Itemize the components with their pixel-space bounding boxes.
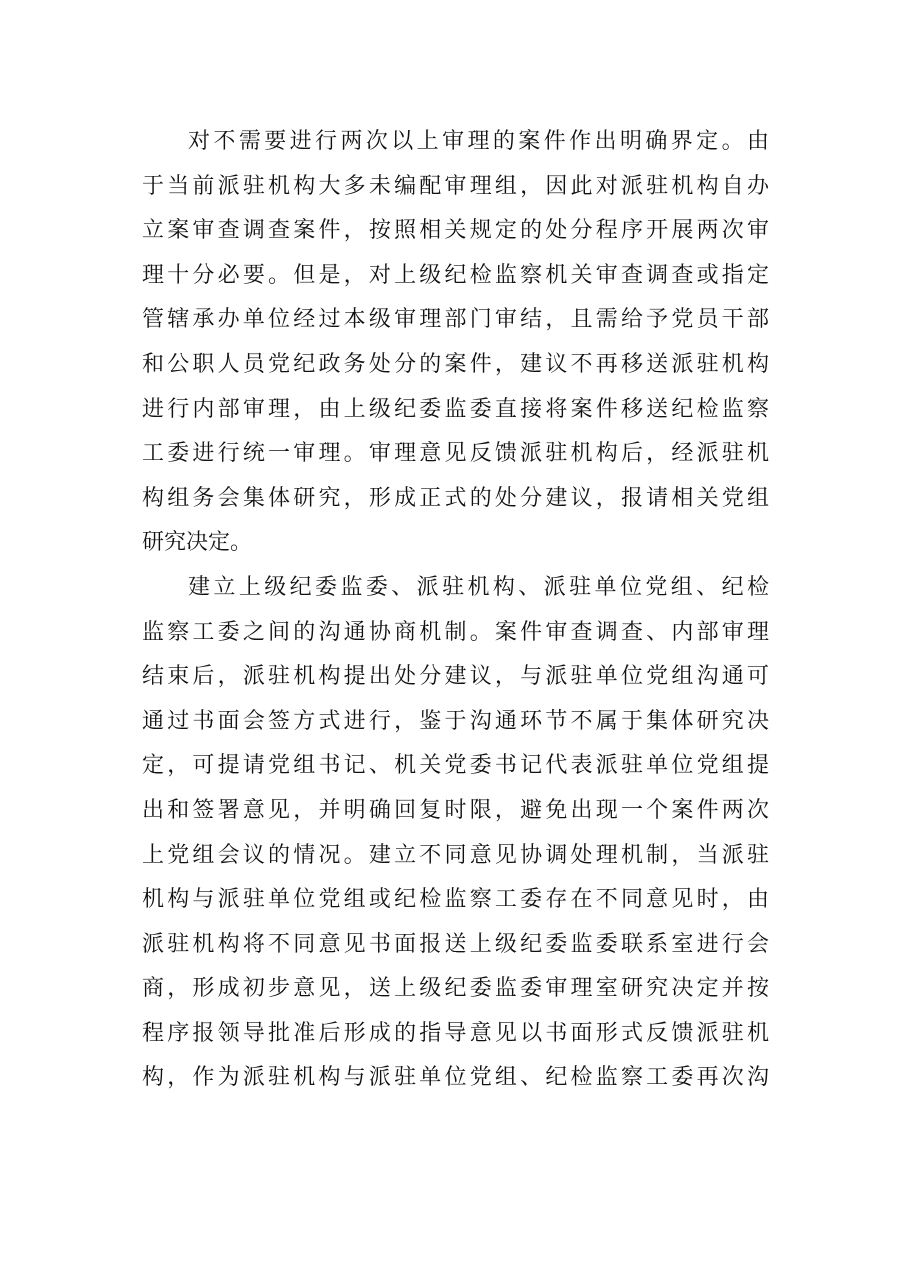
text-line: 通过书面会签方式进行，鉴于沟通环节不属于集体研究决 — [142, 708, 769, 734]
text-line: 研究决定。 — [142, 530, 253, 556]
text-line: 派驻机构将不同意见书面报送上级纪委监委联系室进行会 — [142, 931, 769, 957]
paragraph-1 — [142, 120, 769, 566]
text-line: 监察工委之间的沟通协商机制。案件审查调查、内部审理 — [142, 619, 769, 645]
text-line: 结束后，派驻机构提出处分建议，与派驻单位党组沟通可 — [142, 664, 769, 690]
paragraph-2 — [142, 566, 769, 1101]
text-line: 出和签署意见，并明确回复时限，避免出现一个案件两次 — [142, 797, 769, 823]
document-body — [142, 120, 769, 1101]
text-line: 定，可提请党组书记、机关党委书记代表派驻单位党组提 — [142, 753, 769, 779]
text-line: 和公职人员党纪政务处分的案件，建议不再移送派驻机构 — [142, 351, 769, 377]
text-line: 于当前派驻机构大多未编配审理组，因此对派驻机构自办 — [142, 173, 769, 199]
text-line: 上党组会议的情况。建立不同意见协调处理机制，当派驻 — [142, 842, 769, 868]
text-line: 对不需要进行两次以上审理的案件作出明确界定。由 — [188, 129, 769, 154]
text-line: 理十分必要。但是，对上级纪检监察机关审查调查或指定 — [142, 262, 769, 288]
text-line: 构组务会集体研究，形成正式的处分建议，报请相关党组 — [142, 485, 769, 511]
text-line: 管辖承办单位经过本级审理部门审结，且需给予党员干部 — [142, 307, 769, 333]
text-line: 工委进行统一审理。审理意见反馈派驻机构后，经派驻机 — [142, 441, 769, 467]
text-line: 机构与派驻单位党组或纪检监察工委存在不同意见时，由 — [142, 887, 769, 913]
text-line: 程序报领导批准后形成的指导意见以书面形式反馈派驻机 — [142, 1020, 769, 1046]
text-line: 进行内部审理，由上级纪委监委直接将案件移送纪检监察 — [142, 396, 769, 422]
text-line: 构，作为派驻机构与派驻单位党组、纪检监察工委再次沟 — [142, 1065, 769, 1091]
text-line: 立案审查调查案件，按照相关规定的处分程序开展两次审 — [142, 218, 769, 244]
text-line: 建立上级纪委监委、派驻机构、派驻单位党组、纪检 — [188, 574, 769, 600]
text-line: 商，形成初步意见，送上级纪委监委审理室研究决定并按 — [142, 976, 769, 1002]
